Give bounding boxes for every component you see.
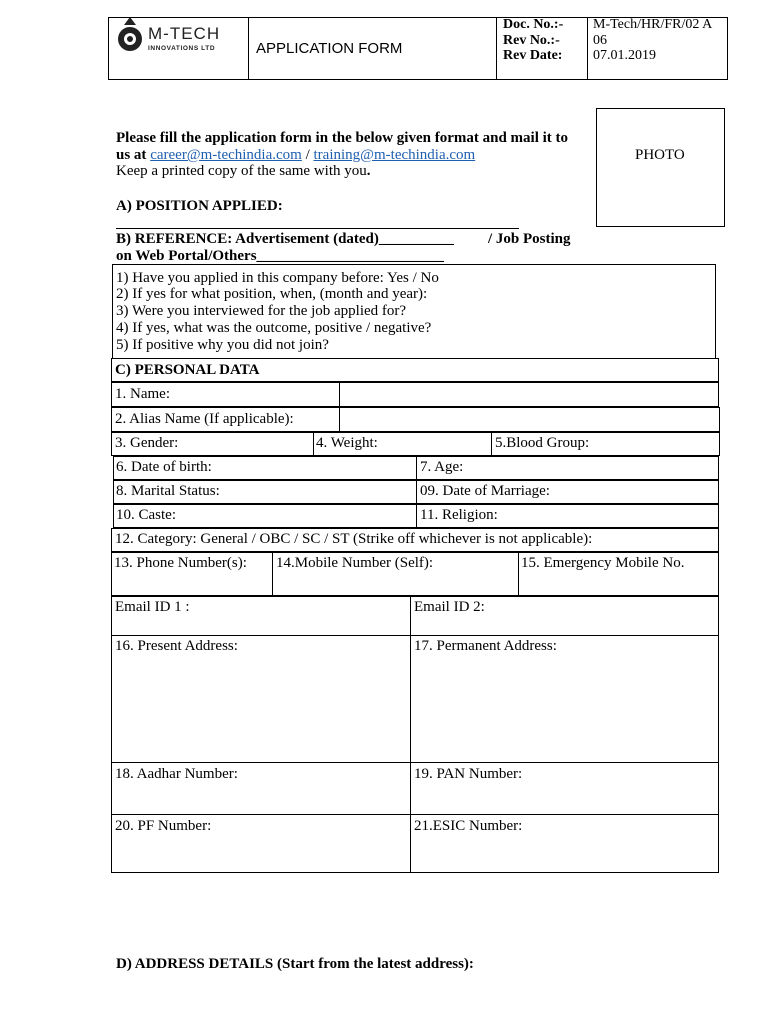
row-divider — [491, 432, 492, 456]
form-title: APPLICATION FORM — [256, 40, 403, 57]
grid-divider — [410, 596, 411, 873]
age-label: 7. Age: — [420, 459, 464, 475]
permanent-address-label: 17. Permanent Address: — [414, 638, 557, 654]
blood-group-label: 5.Blood Group: — [495, 435, 590, 451]
mobile-label: 14.Mobile Number (Self): — [276, 555, 434, 571]
photo-box — [596, 108, 725, 227]
header-divider — [496, 17, 497, 80]
grid-divider — [111, 635, 719, 636]
rev-date-value: 07.01.2019 — [593, 48, 656, 63]
section-d-heading: D) ADDRESS DETAILS (Start from the latest address): — [116, 956, 474, 972]
rev-date-label: Rev Date: — [503, 48, 563, 63]
header-divider — [248, 17, 249, 80]
row-divider — [272, 552, 273, 596]
intro-line-2 — [116, 147, 475, 164]
caste-row — [113, 504, 719, 528]
marriage-date-label: 09. Date of Marriage: — [420, 483, 550, 499]
logo-emblem-icon — [114, 15, 146, 55]
doc-no-label: Doc. No.:- — [503, 17, 564, 32]
gender-row — [111, 432, 720, 456]
question-5: 5) If positive why you did not join? — [116, 337, 329, 353]
phone-label: 13. Phone Number(s): — [114, 555, 247, 571]
dob-label: 6. Date of birth: — [116, 459, 212, 475]
email-separator: / — [301, 147, 314, 163]
religion-label: 11. Religion: — [420, 507, 498, 523]
present-address-label: 16. Present Address: — [115, 638, 238, 654]
section-a-heading: A) POSITION APPLIED: — [116, 198, 283, 214]
section-c-heading: C) PERSONAL DATA — [115, 362, 260, 378]
intro-line-3-end: . — [366, 163, 371, 179]
intro-prefix: us at — [116, 147, 151, 163]
weight-label: 4. Weight: — [316, 435, 378, 451]
category-label: 12. Category: General / OBC / SC / ST (Strike off whichever is not applicable): — [115, 531, 593, 547]
caste-label: 10. Caste: — [116, 507, 176, 523]
company-logo — [114, 15, 234, 57]
pan-label: 19. PAN Number: — [414, 766, 523, 782]
aadhar-label: 18. Aadhar Number: — [115, 766, 238, 782]
row-divider — [518, 552, 519, 596]
question-4: 4) If yes, what was the outcome, positive / negative? — [116, 320, 432, 336]
question-2: 2) If yes for what position, when, (month and year): — [116, 286, 428, 302]
intro-line-3 — [116, 163, 371, 180]
marital-status-label: 8. Marital Status: — [116, 483, 220, 499]
alias-field[interactable] — [340, 408, 719, 431]
rev-no-value: 06 — [593, 33, 607, 48]
esic-label: 21.ESIC Number: — [414, 818, 523, 834]
emergency-mobile-label: 15. Emergency Mobile No. — [521, 555, 685, 571]
grid-divider — [111, 814, 719, 815]
career-email-link[interactable]: career@m-techindia.com — [150, 147, 302, 163]
grid-divider — [111, 762, 719, 763]
pf-label: 20. PF Number: — [115, 818, 212, 834]
section-b-line-1-start: B) REFERENCE: Advertisement (dated)__________ — [116, 231, 454, 247]
position-applied-line — [116, 228, 519, 229]
training-email-link[interactable]: training@m-techindia.com — [313, 147, 476, 163]
question-3: 3) Were you interviewed for the job applied for? — [116, 303, 407, 319]
email-2-label: Email ID 2: — [414, 599, 485, 615]
section-b-line-1-end: / Job Posting — [488, 231, 571, 247]
row-divider — [313, 432, 314, 456]
alias-label: 2. Alias Name (If applicable): — [115, 411, 294, 427]
name-field[interactable] — [340, 383, 718, 406]
intro-line-1: Please fill the application form in the below given format and mail it to — [116, 130, 569, 146]
header-divider — [587, 17, 588, 80]
logo-subtitle: INNOVATIONS LTD — [148, 45, 216, 52]
intro-line-3-text: Keep a printed copy of the same with you — [116, 163, 367, 179]
doc-no-value: M-Tech/HR/FR/02 A — [593, 17, 713, 32]
gender-label: 3. Gender: — [115, 435, 179, 451]
question-1: 1) Have you applied in this company before: Yes / No — [116, 270, 439, 286]
rev-no-label: Rev No.:- — [503, 33, 560, 48]
section-b-line-2: on Web Portal/Others_________________________ — [116, 248, 445, 264]
email-1-label: Email ID 1 : — [115, 599, 190, 615]
logo-name: M-TECH — [148, 24, 221, 43]
photo-label: PHOTO — [635, 147, 685, 163]
name-label: 1. Name: — [115, 386, 170, 402]
